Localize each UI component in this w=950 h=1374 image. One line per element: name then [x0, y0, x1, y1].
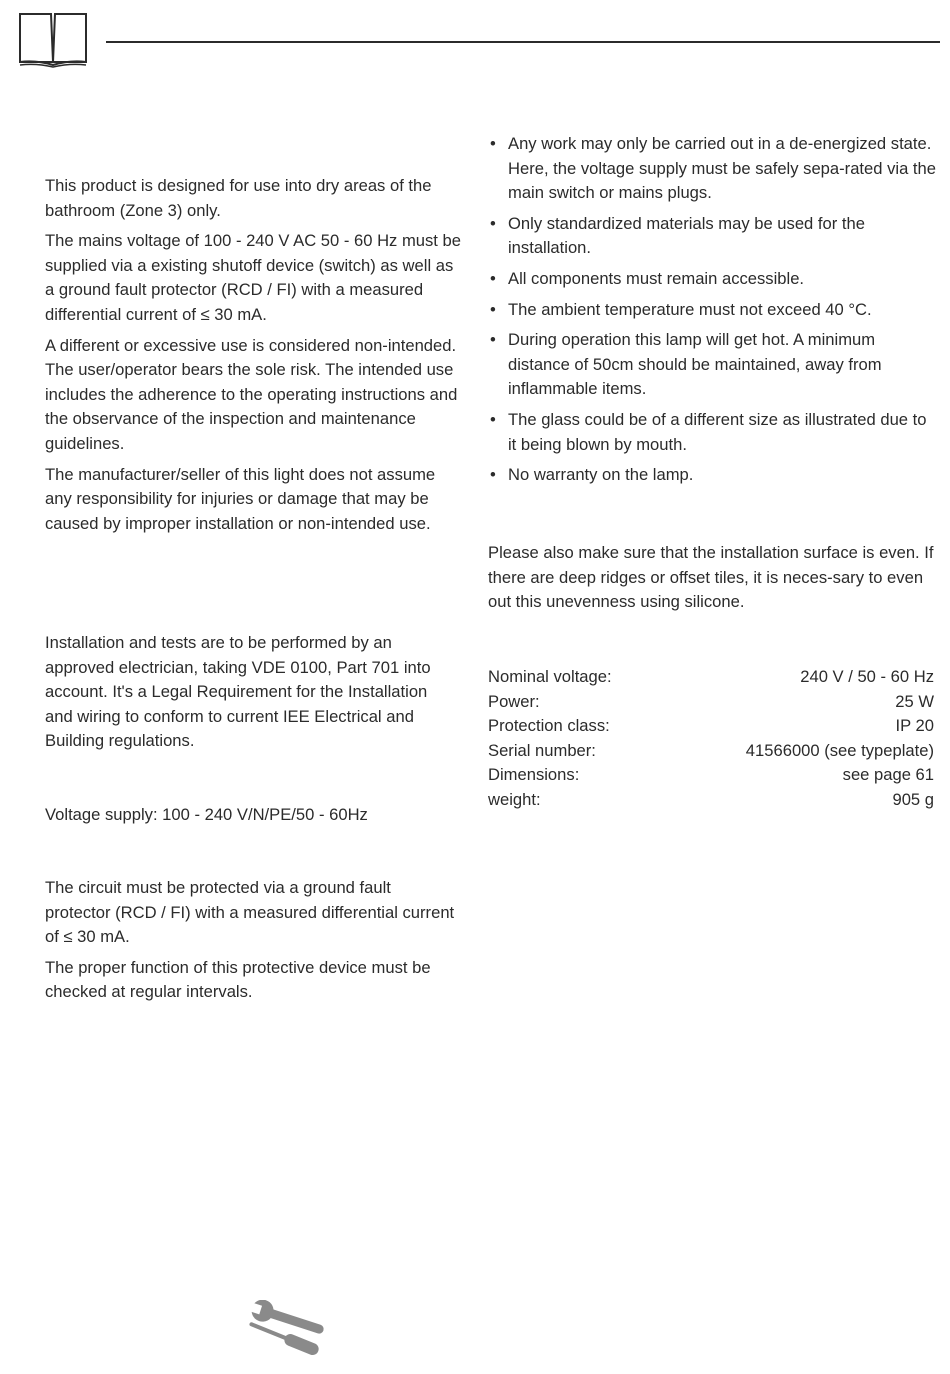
spec-label: Serial number:: [488, 740, 596, 760]
spec-label: Power:: [488, 691, 540, 711]
protection-section: [45, 876, 460, 1011]
list-item: • Only standardized materials may be used for the installation.: [488, 212, 936, 261]
spec-label: weight:: [488, 789, 541, 809]
surface-section: [488, 541, 936, 621]
intro-paragraph: A different or excessive use is considered non-intended. The user/operator bears the sole risk. The intended use includes the adherence to the operating instructions and the observance of the inspection and maintenance guidelines.: [45, 335, 458, 453]
wrench-screwdriver-icon: [242, 1300, 328, 1358]
specs-table: [488, 665, 934, 813]
table-row: [488, 690, 934, 715]
spec-value: 905 g: [892, 789, 934, 809]
intended-use-section: [45, 174, 465, 542]
list-item: • All components must remain accessible.: [488, 267, 936, 292]
surface-paragraph: Please also make sure that the installation surface is even. If there are deep ridges or offset tiles, it is neces-sary to even out this unevenness using silicone.: [488, 543, 934, 612]
installation-section: [45, 631, 445, 760]
spec-value: 25 W: [895, 691, 934, 711]
table-row: [488, 665, 934, 690]
spec-value: 41566000 (see typeplate): [745, 740, 934, 760]
table-row: [488, 739, 934, 764]
list-item: • No warranty on the lamp.: [488, 463, 936, 488]
spec-value: see page 61: [842, 765, 934, 785]
header-rule: [106, 41, 940, 43]
voltage-section: [45, 803, 465, 834]
list-item: • Any work may only be carried out in a de-energized state. Here, the voltage supply must be safely sepa-rated via the main switch or mains plugs.: [488, 132, 936, 206]
intro-paragraph: The manufacturer/seller of this light does not assume any responsibility for injuries or damage that may be caused by improper installation or non-intended use.: [45, 464, 436, 533]
installation-paragraph: Installation and tests are to be performed by an approved electrician, taking VDE 0100, Part 701 into account. It's a Legal Requirement for the Installation and wiring to conform to current IEE Electrical and Building regulations.: [45, 633, 431, 751]
spec-value: 240 V / 50 - 60 Hz: [800, 667, 934, 686]
spec-value: IP 20: [895, 716, 934, 736]
spec-label: Dimensions:: [488, 765, 580, 785]
spec-label: Nominal voltage:: [488, 667, 612, 686]
book-icon: [18, 10, 88, 68]
safety-bullet-list: [488, 132, 936, 488]
intro-paragraph: This product is designed for use into dry areas of the bathroom (Zone 3) only.: [45, 176, 432, 220]
list-item: • The ambient temperature must not exceed 40 °C.: [488, 298, 936, 323]
protection-paragraph: The circuit must be protected via a ground fault protector (RCD / FI) with a measured differential current of ≤ 30 mA.: [45, 878, 455, 947]
table-row: [488, 763, 934, 788]
table-row: [488, 788, 934, 813]
spec-label: Protection class:: [488, 716, 610, 736]
list-item: • The glass could be of a different size as illustrated due to it being blown by mouth.: [488, 408, 936, 457]
intro-paragraph: The mains voltage of 100 - 240 V AC 50 - 60 Hz must be supplied via a existing shutoff device (switch) as well as a ground fault protector (RCD / FI) with a measured differential current of ≤ 30 mA.: [45, 231, 461, 324]
list-item: • During operation this lamp will get hot. A minimum distance of 50cm should be maintained, away from inflammable items.: [488, 328, 936, 402]
safety-bullets-section: [488, 132, 936, 494]
specs-section: [488, 665, 936, 813]
voltage-supply-text: Voltage supply: 100 - 240 V/N/PE/50 - 60Hz: [45, 805, 368, 824]
table-row: [488, 714, 934, 739]
protection-paragraph: The proper function of this protective device must be checked at regular intervals.: [45, 957, 431, 1002]
